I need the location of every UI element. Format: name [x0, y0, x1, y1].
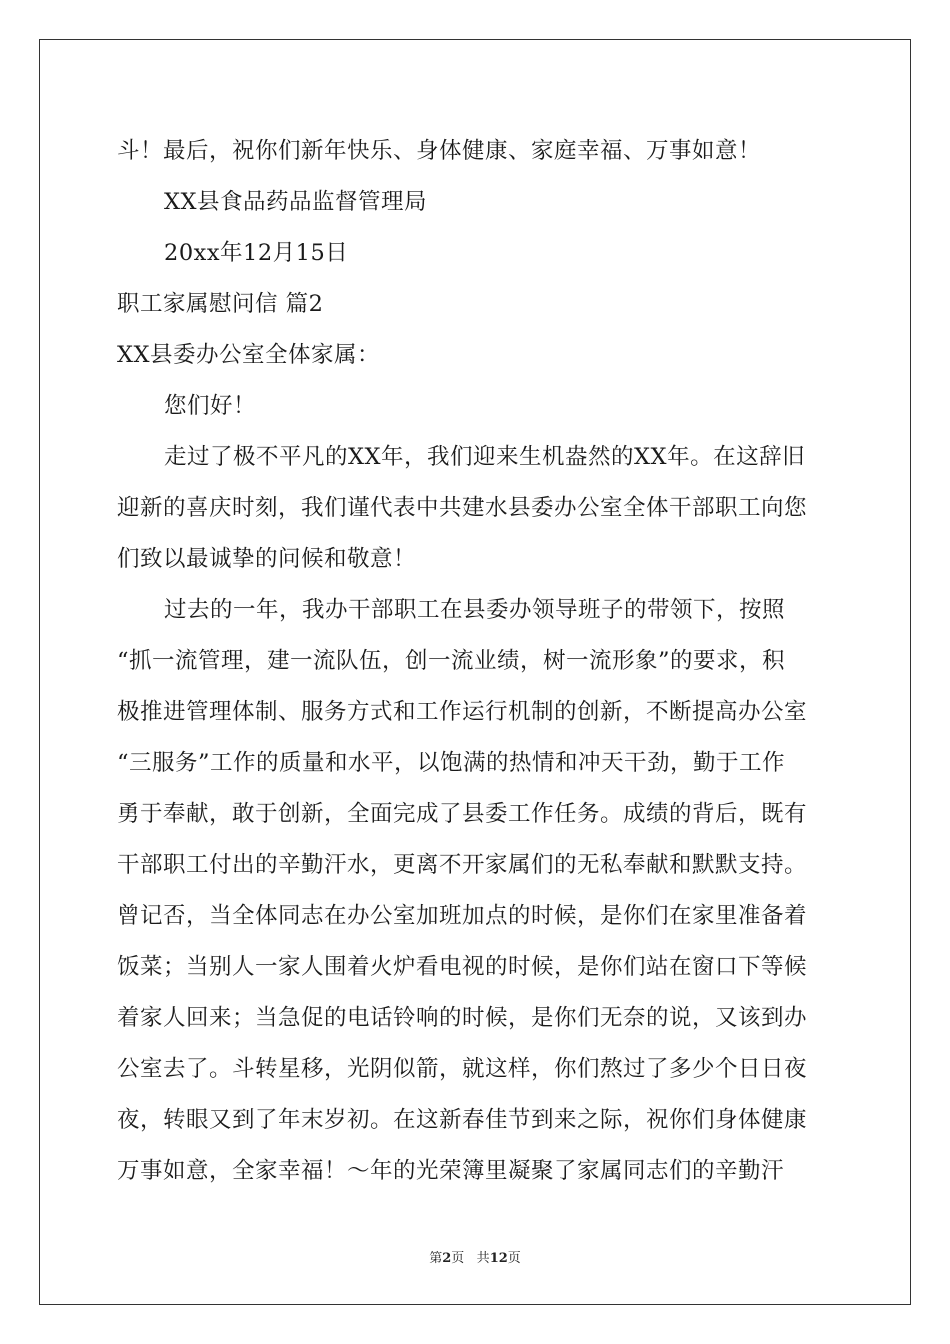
text-line: 干部职工付出的辛勤汗水，更离不开家属们的无私奉献和默默支持。: [117, 852, 808, 878]
text-line: 饭菜；当别人一家人围着火炉看电视的时候，是你们站在窗口下等候: [117, 954, 808, 980]
text-line: 夜，转眼又到了年末岁初。在这新春佳节到来之际，祝你们身体健康: [117, 1107, 808, 1133]
greeting: 您们好！: [164, 393, 257, 419]
text-line: 过去的一年，我办干部职工在县委办领导班子的带领下，按照: [164, 597, 786, 623]
document-body: [117, 126, 833, 1197]
text-line: 迎新的喜庆时刻，我们谨代表中共建水县委办公室全体干部职工向您: [117, 495, 808, 521]
text-line: 勇于奉献，敢于创新，全面完成了县委工作任务。成绩的背后，既有: [117, 801, 808, 827]
total-page-count: 12: [489, 1251, 508, 1266]
total-suffix: 页: [507, 1251, 521, 1266]
total-prefix: 共: [476, 1251, 490, 1266]
text-line: 极推进管理体制、服务方式和工作运行机制的创新，不断提高办公室: [117, 699, 808, 725]
text-line: 斗！最后，祝你们新年快乐、身体健康、家庭幸福、万事如意！: [117, 138, 762, 164]
text-line: “三服务”工作的质量和水平，以饱满的热情和冲天干劲，勤于工作: [117, 750, 786, 776]
text-line: 万事如意，全家幸福！～年的光荣簿里凝聚了家属同志们的辛勤汗: [117, 1158, 785, 1184]
text-line: 走过了极不平凡的XX年，我们迎来生机盎然的XX年。在这辞旧: [164, 444, 806, 470]
text-line: “抓一流管理，建一流队伍，创一流业绩，树一流形象”的要求，积: [117, 648, 786, 674]
page-footer: [0, 1247, 950, 1266]
signature-organization: XX县食品药品监督管理局: [164, 189, 428, 215]
page-prefix: 第: [429, 1251, 443, 1266]
signature-date: 20xx年12月15日: [164, 240, 349, 266]
page-suffix: 页: [451, 1251, 465, 1266]
text-line: 着家人回来；当急促的电话铃响的时候，是你们无奈的说，又该到办: [117, 1005, 808, 1031]
section-heading: 职工家属慰问信 篇2: [117, 291, 324, 317]
text-line: 公室去了。斗转星移，光阴似箭，就这样，你们熬过了多少个日日夜: [117, 1056, 808, 1082]
text-line: 曾记否，当全体同志在办公室加班加点的时候，是你们在家里准备着: [117, 903, 808, 929]
salutation: XX县委办公室全体家属：: [117, 342, 381, 368]
current-page-number: 2: [442, 1251, 452, 1266]
text-line: 们致以最诚挚的问候和敬意！: [117, 546, 417, 572]
